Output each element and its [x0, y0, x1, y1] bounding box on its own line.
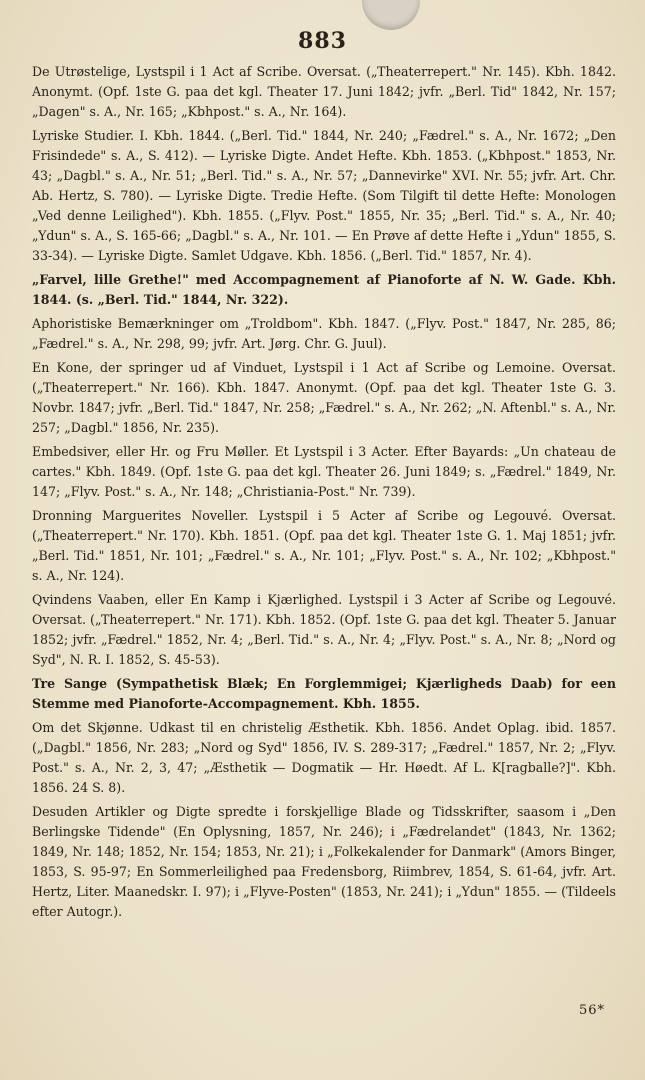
entry-en-kone: En Kone, der springer ud af Vinduet, Lystspil i 1 Act af Scribe og Lemoine. Oversat. („Theaterrepert." Nr. 166). Kbh. 1847. Anonymt. (Opf. paa det kgl. Theater 1ste G. 3. Novbr. 1847; jvfr. „Berl. Tid." 1847, Nr. 258; „Fædrel." s. A., Nr. 262; „N. Aftenbl." s. A., Nr. 257; „Dagbl." 1856, Nr. 235). [32, 360, 616, 435]
entry-qvindens-vaaben: Qvindens Vaaben, eller En Kamp i Kjærlighed. Lystspil i 3 Acter af Scribe og Legouvé. Oversat. („Theaterrepert." Nr. 171). Kbh. 1852. (Opf. 1ste G. paa det kgl. Theater 5. Januar 1852; jvfr. „Fædrel." 1852, Nr. 4; „Berl. Tid." s. A., Nr. 4; „Flyv. Post." s. A., Nr. 8; „Nord og Syd", N. R. I. 1852, S. 45-53). [32, 592, 616, 667]
entry-farvel-grethe: „Farvel, lille Grethe!" med Accompagnement af Pianoforte af N. W. Gade. Kbh. 1844. (s. „Berl. Tid." 1844, Nr. 322). [32, 272, 616, 307]
entry-lyriske-studier: Lyriske Studier. I. Kbh. 1844. („Berl. Tid." 1844, Nr. 240; „Fædrel." s. A., Nr. 1672; „Den Frisindede" s. A., S. 412). — Lyriske Digte. Andet Hefte. Kbh. 1853. („Kbhpost." 1853, Nr. 43; „Dagbl." s. A., Nr. 51; „Berl. Tid." s. A., Nr. 57; „Dannevirke" XVI. Nr. 55; jvfr. Art. Chr. Ab. Hertz, S. 780). — Lyriske Digte. Tredie Hefte. (Som Tilgift til dette Hefte: Monologen „Ved denne Leilighed"). Kbh. 1855. („Flyv. Post." 1855, Nr. 35; „Berl. Tid." s. A., Nr. 40; „Ydun" s. A., S. 165-66; „Dagbl." s. A., Nr. 101. — En Prøve af dette Hefte i „Ydun" 1855, S. 33-34). — Lyriske Digte. Samlet Udgave. Kbh. 1856. („Berl. Tid." 1857, Nr. 4). [32, 128, 616, 263]
page-number: 883 [298, 28, 347, 54]
entry-tre-sange: Tre Sange (Sympathetisk Blæk; En Forglemmigei; Kjærligheds Daab) for een Stemme med Pianoforte-Accompagnement. Kbh. 1855. [32, 676, 616, 711]
bibliography-text [32, 62, 616, 926]
signature-mark: 56* [578, 1003, 605, 1018]
entry-desuden: Desuden Artikler og Digte spredte i forskjellige Blade og Tidsskrifter, saasom i „Den Berlingske Tidende" (En Oplysning, 1857, Nr. 246); i „Fædrelandet" (1843, Nr. 1362; 1849, Nr. 148; 1852, Nr. 154; 1853, Nr. 21); i „Folkekalender for Danmark" (Amors Binger, 1853, S. 95-97; En Sommerleilighed paa Fredensborg, Riimbrev, 1854, S. 61-64, jvfr. Art. Hertz, Liter. Maanedskr. I. 97); i „Flyve-Posten" (1853, Nr. 241); i „Ydun" 1855. — (Tildeels efter Autogr.). [32, 804, 616, 919]
entry-dronning-marguerites: Dronning Marguerites Noveller. Lystspil i 5 Acter af Scribe og Legouvé. Oversat. („Theaterrepert." Nr. 170). Kbh. 1851. (Opf. paa det kgl. Theater 1ste G. 1. Maj 1851; jvfr. „Berl. Tid." 1851, Nr. 101; „Fædrel." s. A., Nr. 101; „Flyv. Post." s. A., Nr. 102; „Kbhpost." s. A., Nr. 124). [32, 508, 616, 583]
entry-aphoristiske: Aphoristiske Bemærkninger om „Troldbom". Kbh. 1847. („Flyv. Post." 1847, Nr. 285, 86; „Fædrel." s. A., Nr. 298, 99; jvfr. Art. Jørg. Chr. G. Juul). [32, 316, 616, 351]
entry-embedsiver: Embedsiver, eller Hr. og Fru Møller. Et Lystspil i 3 Acter. Efter Bayards: „Un chateau de cartes." Kbh. 1849. (Opf. 1ste G. paa det kgl. Theater 26. Juni 1849; s. „Fædrel." 1849, Nr. 147; „Flyv. Post." s. A., Nr. 148; „Christiania-Post." Nr. 739). [32, 444, 616, 499]
entry-om-det-skjonne: Om det Skjønne. Udkast til en christelig Æsthetik. Kbh. 1856. Andet Oplag. ibid. 1857. („Dagbl." 1856, Nr. 283; „Nord og Syd" 1856, IV. S. 289-317; „Fædrel." 1857, Nr. 2; „Flyv. Post." s. A., Nr. 2, 3, 47; „Æsthetik — Dogmatik — Hr. Høedt. Af L. K[ragballe?]". Kbh. 1856. 24 S. 8). [32, 720, 616, 795]
entry-utrostelige: De Utrøstelige, Lystspil i 1 Act af Scribe. Oversat. („Theaterrepert." Nr. 145). Kbh. 1842. Anonymt. (Opf. 1ste G. paa det kgl. Theater 17. Juni 1842; jvfr. „Berl. Tid" 1842, Nr. 157; „Dagen" s. A., Nr. 165; „Kbhpost." s. A., Nr. 164). [32, 64, 616, 119]
binding-hole [362, 0, 420, 30]
